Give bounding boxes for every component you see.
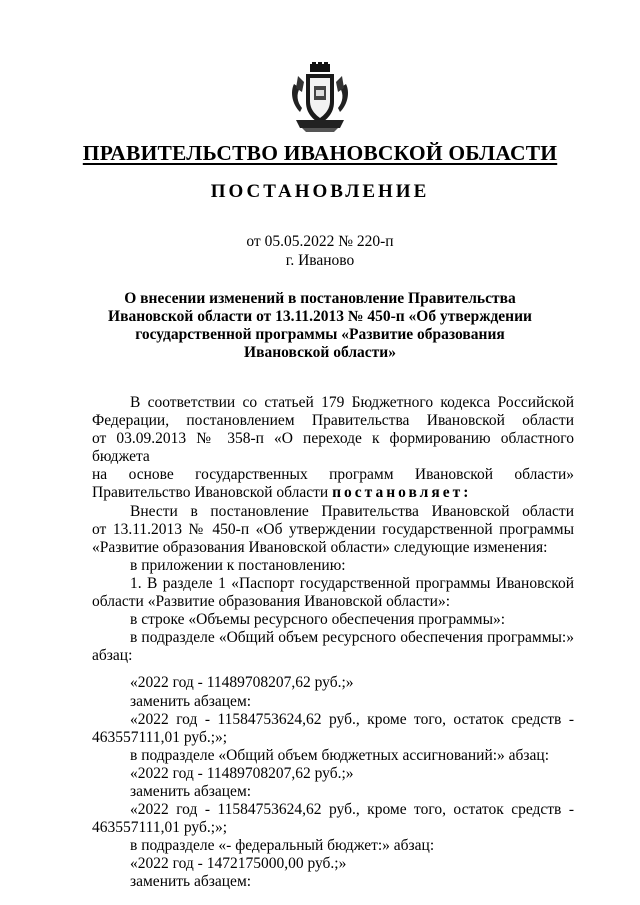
body-line: в строке «Объемы ресурсного обеспечения программы»: — [130, 611, 506, 629]
body-line: «2022 год - 1472175000,00 руб.;» — [130, 855, 347, 873]
body-line: в подразделе «- федеральный бюджет:» абзац: — [130, 837, 435, 855]
body-line: в приложении к постановлению: — [130, 556, 346, 574]
body-line: заменить абзацем: — [130, 873, 252, 891]
body-line: на основе государственных программ Ивановской области» — [92, 466, 574, 484]
resolution-text: Правительство Ивановской области — [92, 484, 333, 502]
body-line-resolution — [92, 484, 574, 502]
subject-line: О внесении изменений в постановление Правительства — [124, 290, 516, 307]
body-line: 1. В разделе 1 «Паспорт государственной программы Ивановской — [130, 574, 574, 592]
document-date-number: от 05.05.2022 № 220-п — [246, 233, 394, 250]
body-line: 463557111,01 руб.;»; — [92, 728, 228, 746]
body-line: «2022 год - 11489708207,62 руб.;» — [130, 764, 354, 782]
document-subject — [96, 290, 544, 362]
body-line: В соответствии со статьей 179 Бюджетного кодекса Российской — [130, 394, 574, 411]
organization-title: ПРАВИТЕЛЬСТВО ИВАНОВСКОЙ ОБЛАСТИ — [82, 141, 558, 165]
body-line: заменить абзацем: — [130, 692, 252, 710]
resolution-keyword: постановляет: — [332, 484, 472, 502]
body-line: «2022 год - 11489708207,62 руб.;» — [130, 674, 354, 692]
body-line: в подразделе «Общий объем бюджетных ассигнований:» абзац: — [130, 746, 550, 764]
body-line: Внести в постановление Правительства Ивановской области — [130, 502, 574, 520]
body-line: от 13.11.2013 № 450-п «Об утверждении государственной программы — [92, 520, 574, 538]
document-city: г. Иваново — [285, 252, 355, 269]
body-line: абзац: — [92, 647, 133, 665]
document-type: ПОСТАНОВЛЕНИЕ — [210, 181, 430, 202]
body-line: в подразделе «Общий объем ресурсного обеспечения программы:» — [130, 629, 574, 647]
body-line: от 03.09.2013 № 358-п «О переходе к формированию областного бюджета — [92, 430, 574, 466]
subject-line: Ивановской области» — [244, 344, 396, 361]
body-line: «2022 год - 11584753624,62 руб., кроме того, остаток средств - — [130, 710, 574, 728]
body-line: заменить абзацем: — [130, 782, 252, 800]
body-line: области «Развитие образования Ивановской области»: — [92, 593, 451, 611]
body-line: Федерации, постановлением Правительства Ивановской области — [92, 412, 574, 430]
body-line: «Развитие образования Ивановской области» следующие изменения: — [92, 538, 548, 556]
body-line: 463557111,01 руб.;»; — [92, 819, 228, 837]
document-body — [92, 394, 574, 892]
subject-line: государственной программы «Развитие образования — [135, 326, 505, 343]
subject-line: Ивановской области от 13.11.2013 № 450-п «Об утверждении — [108, 308, 532, 325]
body-line: «2022 год - 11584753624,62 руб., кроме того, остаток средств - — [130, 801, 574, 819]
coat-of-arms-icon — [288, 62, 352, 134]
